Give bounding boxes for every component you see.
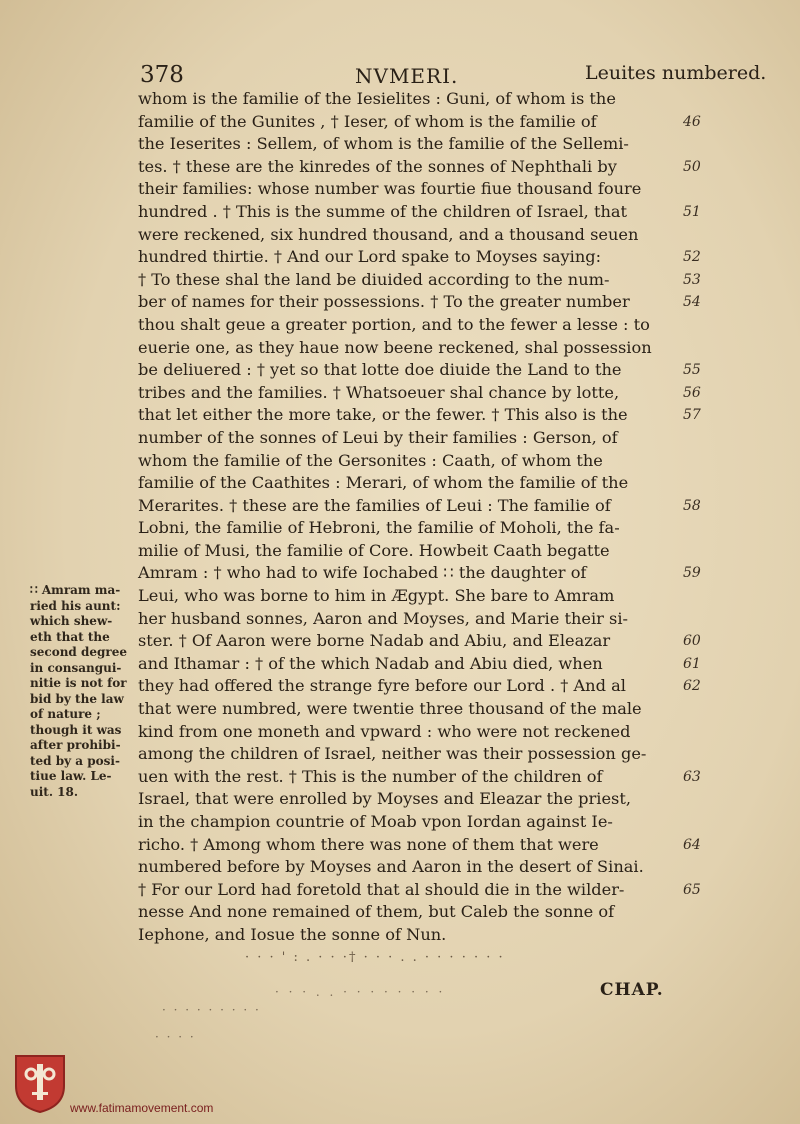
line-text: ber of names for their possessions. † To the greater number bbox=[138, 292, 630, 312]
line-text: hundred thirtie. † And our Lord spake to Moyses saying: bbox=[138, 247, 602, 267]
line-text: kind from one moneth and vpward : who were not reckened bbox=[138, 721, 631, 741]
verse-number: 57 bbox=[683, 407, 701, 424]
fatima-movement-logo-icon bbox=[12, 1052, 68, 1114]
line-text: familie of the Gunites , † Ieser, of whom is the familie of bbox=[138, 111, 597, 131]
text-line bbox=[138, 156, 718, 179]
line-text: were reckened, six hundred thousand, and a thousand seuen bbox=[138, 224, 639, 244]
text-line bbox=[138, 495, 718, 518]
verse-number: 63 bbox=[683, 768, 701, 785]
verse-number: 60 bbox=[683, 633, 701, 650]
line-text: tes. † these are the kinredes of the sonnes of Nephthali by bbox=[138, 156, 617, 176]
text-line bbox=[138, 675, 718, 698]
text-line bbox=[138, 766, 718, 789]
text-line bbox=[138, 472, 718, 495]
line-text: richo. † Among whom there was none of them that were bbox=[138, 834, 599, 854]
margin-note-line: eth that the bbox=[30, 629, 110, 644]
line-text: Merarites. † these are the families of Leui : The familie of bbox=[138, 495, 611, 515]
book-title: NVMERI. bbox=[355, 64, 459, 88]
line-text: euerie one, as they haue now beene reckened, shal possession bbox=[138, 337, 652, 357]
text-line bbox=[138, 608, 718, 631]
text-line bbox=[138, 291, 718, 314]
margin-note-line: ∷ Amram ma- bbox=[30, 583, 121, 597]
line-text: and Ithamar : † of the which Nadab and Abiu died, when bbox=[138, 653, 603, 673]
verse-number: 58 bbox=[683, 497, 701, 514]
text-line bbox=[138, 269, 718, 292]
text-line bbox=[138, 382, 718, 405]
verse-number: 46 bbox=[683, 113, 701, 130]
line-text: Lobni, the familie of Hebroni, the familie of Moholi, the fa- bbox=[138, 518, 620, 538]
line-text: milie of Musi, the familie of Core. Howbeit Caath begatte bbox=[138, 540, 610, 560]
line-text: her husband sonnes, Aaron and Moyses, and Marie their si- bbox=[138, 608, 628, 628]
text-line bbox=[138, 88, 718, 111]
text-line bbox=[138, 178, 718, 201]
text-line bbox=[138, 653, 718, 676]
text-line bbox=[138, 811, 718, 834]
line-text: uen with the rest. † This is the number of the children of bbox=[138, 766, 603, 786]
line-text: † For our Lord had foretold that al should die in the wilder- bbox=[138, 879, 625, 899]
margin-note-line: after prohibi- bbox=[30, 738, 121, 752]
text-line bbox=[138, 427, 718, 450]
bleed-through-text: · · · · · · · · · bbox=[162, 1003, 261, 1017]
text-line bbox=[138, 743, 718, 766]
text-line bbox=[138, 788, 718, 811]
margin-note-line: tiue law. Le- bbox=[30, 769, 112, 783]
line-text: that let either the more take, or the fewer. † This also is the bbox=[138, 405, 628, 425]
margin-note-line: in consangui- bbox=[30, 660, 122, 675]
margin-note-line: though it was bbox=[30, 722, 122, 737]
catchword: CHAP. bbox=[600, 980, 664, 1000]
margin-note-line: ted by a posi- bbox=[30, 753, 120, 768]
margin-note-line: which shew- bbox=[30, 614, 113, 628]
text-line bbox=[138, 246, 718, 269]
text-line bbox=[138, 404, 718, 427]
verse-number: 62 bbox=[683, 678, 701, 695]
line-text: among the children of Israel, neither was their possession ge- bbox=[138, 744, 647, 764]
line-text: whom the familie of the Gersonites : Caath, of whom the bbox=[138, 450, 603, 470]
bleed-through-text: · · · ' : . · · ·† · · · . . · · · · · · · bbox=[245, 950, 505, 965]
verse-number: 61 bbox=[683, 655, 701, 672]
line-text: whom is the familie of the Iesielites : Guni, of whom is the bbox=[138, 89, 616, 108]
line-text: tribes and the families. † Whatsoeuer shal chance by lotte, bbox=[138, 382, 620, 402]
margin-note-line: of nature ; bbox=[30, 707, 101, 721]
line-text: nesse And none remained of them, but Caleb the sonne of bbox=[138, 902, 615, 922]
line-text: Iephone, and Iosue the sonne of Nun. bbox=[138, 924, 447, 944]
text-line bbox=[138, 879, 718, 902]
verse-number: 55 bbox=[683, 362, 701, 379]
line-text: † To these shal the land be diuided according to the num- bbox=[138, 269, 610, 289]
line-text: that were numbred, were twentie three thousand of the male bbox=[138, 699, 642, 719]
text-line bbox=[138, 337, 718, 360]
margin-note-line: bid by the law bbox=[30, 691, 124, 706]
line-text: be deliuered : † yet so that lotte doe diuide the Land to the bbox=[138, 360, 622, 380]
text-line bbox=[138, 359, 718, 382]
verse-number: 53 bbox=[683, 271, 701, 288]
line-text: hundred . † This is the summe of the children of Israel, that bbox=[138, 201, 628, 221]
text-line bbox=[138, 630, 718, 653]
text-line bbox=[138, 111, 718, 134]
page-number: 378 bbox=[140, 62, 184, 88]
text-line bbox=[138, 901, 718, 924]
line-text: Amram : † who had to wife Iochabed ∷ the daughter of bbox=[138, 563, 587, 583]
verse-number: 52 bbox=[683, 249, 701, 266]
line-text: Israel, that were enrolled by Moyses and Eleazar the priest, bbox=[138, 789, 631, 809]
text-line bbox=[138, 224, 718, 247]
text-line bbox=[138, 856, 718, 879]
text-line bbox=[138, 517, 718, 540]
text-line bbox=[138, 585, 718, 608]
line-text: the Ieserites : Sellem, of whom is the familie of the Sellemi- bbox=[138, 134, 629, 154]
margin-note bbox=[30, 583, 142, 800]
verse-number: 65 bbox=[683, 881, 701, 898]
line-text: they had offered the strange fyre before our Lord . † And al bbox=[138, 676, 626, 696]
website-url: www.fatimamovement.com bbox=[70, 1101, 214, 1115]
line-text: familie of the Caathites : Merari, of whom the familie of the bbox=[138, 473, 629, 493]
text-line bbox=[138, 314, 718, 337]
verse-number: 51 bbox=[683, 203, 701, 220]
text-line bbox=[138, 133, 718, 156]
line-text: number of the sonnes of Leui by their families : Gerson, of bbox=[138, 427, 618, 447]
text-line bbox=[138, 450, 718, 473]
verse-number: 64 bbox=[683, 836, 701, 853]
margin-note-line: second degree bbox=[30, 645, 128, 659]
body-text bbox=[138, 88, 718, 947]
text-line bbox=[138, 540, 718, 563]
text-line bbox=[138, 562, 718, 585]
running-head: Leuites numbered. bbox=[585, 62, 767, 84]
verse-number: 59 bbox=[683, 565, 701, 582]
line-text: thou shalt geue a greater portion, and to the fewer a lesse : to bbox=[138, 314, 650, 334]
margin-note-line: nitie is not for bbox=[30, 676, 127, 690]
text-line bbox=[138, 834, 718, 857]
text-line bbox=[138, 698, 718, 721]
margin-note-line: ried his aunt: bbox=[30, 598, 121, 613]
margin-note-line: uit. 18. bbox=[30, 784, 79, 799]
line-text: ster. † Of Aaron were borne Nadab and Abiu, and Eleazar bbox=[138, 631, 611, 651]
line-text: their families: whose number was fourtie fiue thousand foure bbox=[138, 179, 642, 199]
text-line bbox=[138, 924, 718, 947]
bleed-through-text: · · · . . · · · · · · · · bbox=[275, 985, 446, 999]
text-line bbox=[138, 201, 718, 224]
verse-number: 50 bbox=[683, 158, 701, 175]
text-line bbox=[138, 721, 718, 744]
line-text: numbered before by Moyses and Aaron in the desert of Sinai. bbox=[138, 857, 644, 877]
bleed-through-text: · · · · bbox=[155, 1030, 196, 1044]
verse-number: 54 bbox=[683, 294, 701, 311]
verse-number: 56 bbox=[683, 384, 701, 401]
line-text: Leui, who was borne to him in Ægypt. She bare to Amram bbox=[138, 586, 615, 606]
line-text: in the champion countrie of Moab vpon Iordan against Ie- bbox=[138, 812, 613, 831]
